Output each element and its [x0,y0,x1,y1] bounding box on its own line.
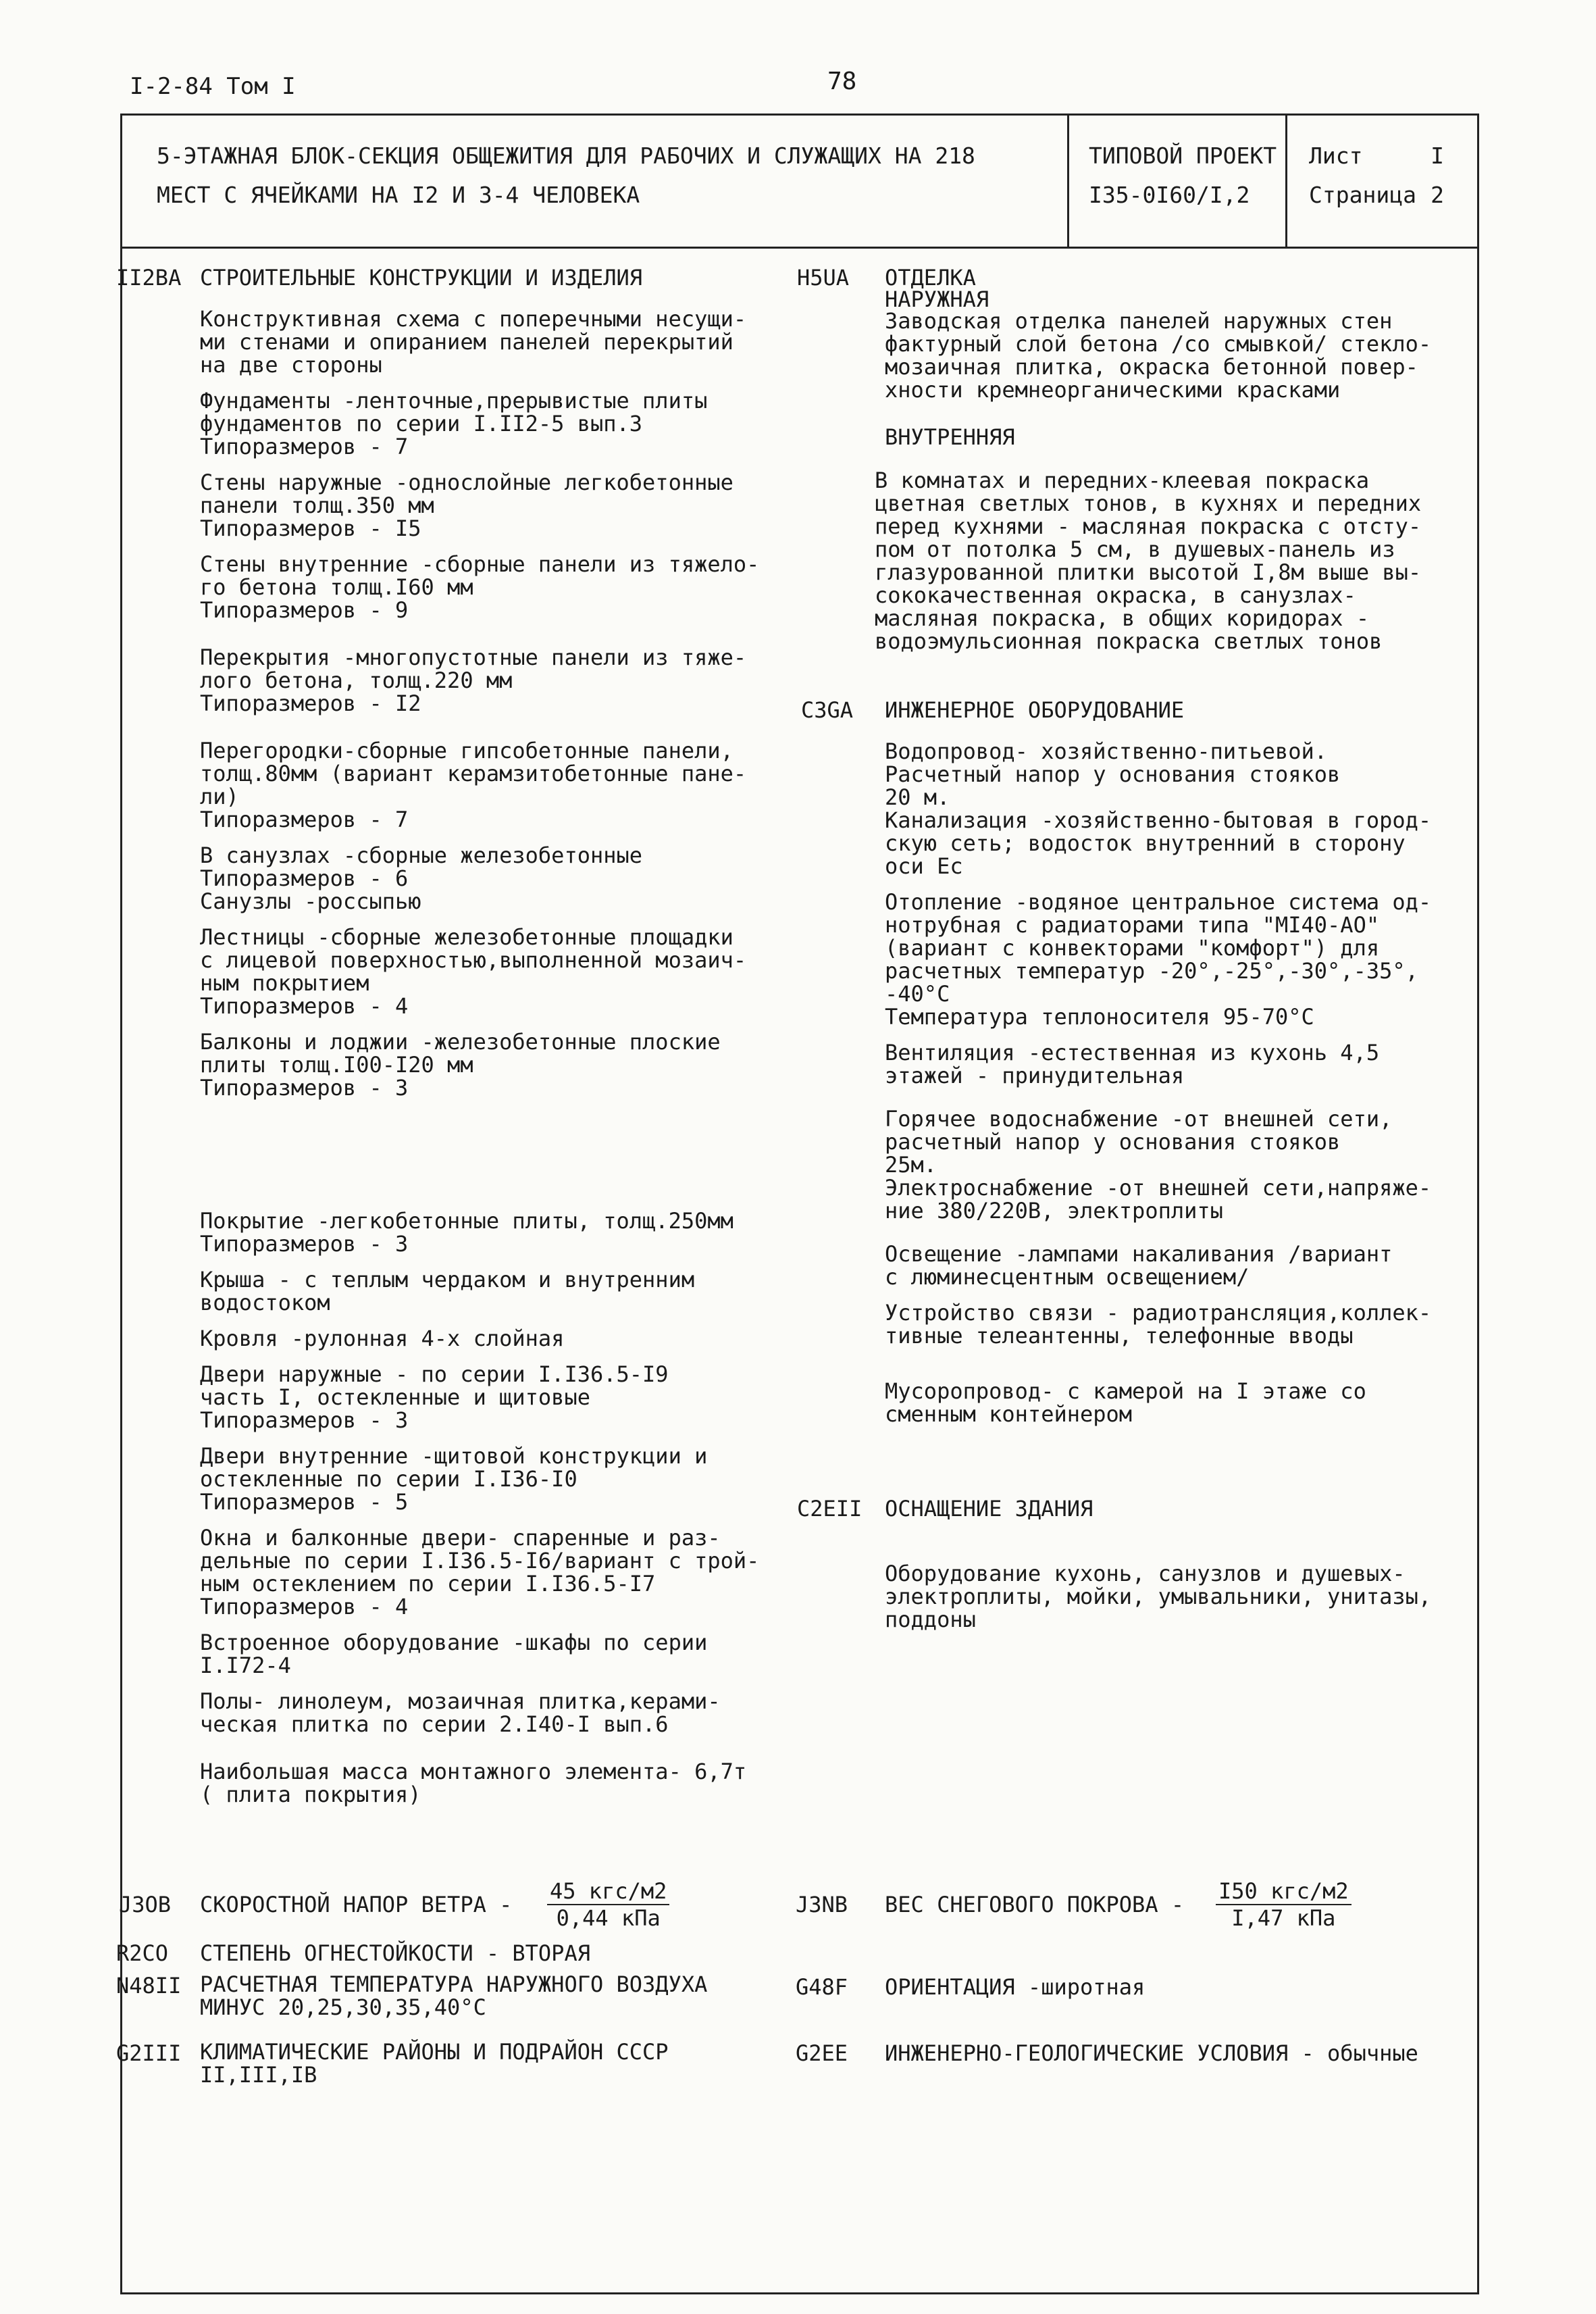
snow-value [1216,1878,1352,1931]
equipment-code: C2EII [797,1496,863,1521]
fire-resistance: СТЕПЕНЬ ОГНЕСТОЙКОСТИ - ВТОРАЯ [200,1940,590,1966]
wind-value [547,1878,669,1931]
series-label: I-2-84 Том I [130,73,296,100]
exterior-text: Заводская отделка панелей наружных стен фактурный слой бетона /со смывкой/ стекло- мозаичная плитка, окраска бетонной повер- хности кремнеорганическими красками [885,308,1432,403]
snow-value-kpa: I,47 кПа [1231,1905,1336,1931]
engineering-list [885,740,1479,1438]
engineering-code: C3GA [801,697,854,723]
fire-code: R2CO [116,1940,169,1966]
engineering-item: Горячее водоснабжение -от внешней сети, расчетный напор у основания стояков 25м. Электроснабжение -от внешней сети,напряже- ние 380/220В, электроплиты [885,1106,1432,1224]
page-value: 2 [1431,182,1444,208]
temperature-code: N48II [116,1973,182,1998]
equipment-text: Оборудование кухонь, санузлов и душевых- электроплиты, мойки, умывальники, унитазы, поддоны [885,1561,1432,1632]
climate-regions: КЛИМАТИЧЕСКИЕ РАЙОНЫ И ПОДРАЙОН СССР II,III,IB [200,2039,669,2088]
sheet-box [1309,136,1444,215]
construction-item: Стены наружные -однослойные легкобетонные панели толщ.350 мм Типоразмеров - I5 [200,470,733,541]
construction-heading: СТРОИТЕЛЬНЫЕ КОНСТРУКЦИИ И ИЗДЕЛИЯ [200,265,643,291]
equipment-heading: ОСНАЩЕНИЕ ЗДАНИЯ [885,1496,1093,1521]
snow-code: J3NB [796,1892,848,1917]
sheet-label: Лист [1309,143,1363,169]
page-label: Страница [1309,182,1416,208]
finish-code: H5UA [797,265,850,291]
project-box [1089,136,1277,215]
title-line-1: 5-ЭТАЖНАЯ БЛОК-СЕКЦИЯ ОБЩЕЖИТИЯ ДЛЯ РАБОЧИХ И СЛУЖАЩИХ НА 218 [157,143,975,169]
geology-conditions: ИНЖЕНЕРНО-ГЕОЛОГИЧЕСКИЕ УСЛОВИЯ - обычные [885,2040,1418,2066]
construction-item: Фундаменты -ленточные,прерывистые плиты фундаментов по серии I.II2-5 вып.3 Типоразмеров - 7 [200,388,708,459]
interior-text: В комнатах и передних-клеевая покраска цветная светлых тонов, в кухнях и передних перед кухнями - масляная покраска с отсту- пом от потолка 5 см, в душевых-панель из глазурованной плитки высотой I,8м выше вы- сококачественная окраска, в санузлах- масляная покраска, в общих коридорах - водоэмульсионная покраска светлых тонов [875,468,1422,654]
construction-list-1 [200,307,808,1112]
engineering-item: Водопровод- хозяйственно-питьевой. Расчетный напор у основания стояков 20 м. Канализация -хозяйственно-бытовая в город- скую сеть; водосток внутренний в сторону оси Ес [885,738,1432,879]
project-number: I35-0I60/I,2 [1089,182,1250,208]
snow-label: ВЕС СНЕГОВОГО ПОКРОВА - [885,1892,1185,1917]
engineering-item: Отопление -водяное центральное система од- нотрубная с радиаторами типа "МI40-АО" (вариант с конвекторами "комфорт") для расчетных температур -20°,-25°,-30°,-35°, -40°С Температура теплоносителя 95-70°С [885,889,1432,1030]
construction-item: Перегородки-сборные гипсобетонные панели, толщ.80мм (вариант керамзитобетонные пане- ли) Типоразмеров - 7 [200,738,747,832]
construction-item: Стены внутренние -сборные панели из тяжело- го бетона толщ.I60 мм Типоразмеров - 9 [200,551,760,623]
construction-item: Перекрытия -многопустотные панели из тяже- лого бетона, толщ.220 мм Типоразмеров - I2 [200,645,747,716]
construction-item: Крыша - с теплым чердаком и внутренним водостоком [200,1267,695,1315]
construction-item: Кровля -рулонная 4-х слойная [200,1326,565,1351]
snow-value-kgs: I50 кгс/м2 [1216,1878,1352,1905]
sheet-value: I [1431,143,1444,169]
construction-item: Наибольшая масса монтажного элемента- 6,7т ( плита покрытия) [200,1759,747,1807]
geology-code: G2EE [796,2040,848,2066]
engineering-item: Вентиляция -естественная из кухонь 4,5 этажей - принудительная [885,1040,1380,1088]
wind-code: J3OB [119,1892,172,1917]
orientation: ОРИЕНТАЦИЯ -широтная [885,1974,1145,2000]
document-title [157,136,1062,215]
interior-heading: ВНУТРЕННЯЯ [885,424,1015,450]
construction-item: Двери внутренние -щитовой конструкции и остекленные по серии I.I36-I0 Типоразмеров - 5 [200,1443,708,1515]
construction-item: Окна и балконные двери- спаренные и раз- дельные по серии I.I36.5-I6/вариант с трой- ным остеклением по серии I.I36.5-I7 Типоразмеров - 4 [200,1525,760,1619]
title-line-2: МЕСТ С ЯЧЕЙКАМИ НА I2 И 3-4 ЧЕЛОВЕКА [157,182,640,208]
project-label: ТИПОВОЙ ПРОЕКТ [1089,143,1277,169]
construction-item: Конструктивная схема с поперечными несущи- ми стенами и опиранием панелей перекрытий на две стороны [200,306,747,378]
construction-item: В санузлах -сборные железобетонные Типоразмеров - 6 Санузлы -россыпью [200,842,643,914]
construction-list-2 [200,1209,808,1819]
climate-code: G2III [116,2040,182,2066]
construction-item: Двери наружные - по серии I.I36.5-I9 часть I, остекленные и щитовые Типоразмеров - 3 [200,1361,669,1433]
orientation-code: G48F [796,1974,848,2000]
construction-item: Полы- линолеум, мозаичная плитка,керами- ческая плитка по серии 2.I40-I вып.6 [200,1688,721,1737]
construction-item: Балконы и лоджии -железобетонные плоские плиты толщ.I00-I20 мм Типоразмеров - 3 [200,1029,721,1101]
wind-value-kgs: 45 кгс/м2 [547,1878,669,1905]
page-number: 78 [827,68,857,95]
construction-item: Встроенное оборудование -шкафы по серии I.I72-4 [200,1630,708,1678]
construction-item: Лестницы -сборные железобетонные площадки с лицевой поверхностью,выполненной мозаич- ным покрытием Типоразмеров - 4 [200,924,747,1019]
wind-value-kpa: 0,44 кПа [556,1905,661,1931]
engineering-item: Мусоропровод- с камерой на I этаже со сменным контейнером [885,1378,1366,1427]
engineering-heading: ИНЖЕНЕРНОЕ ОБОРУДОВАНИЕ [885,697,1185,723]
wind-label: СКОРОСТНОЙ НАПОР ВЕТРА - [200,1892,513,1917]
design-temperature: РАСЧЕТНАЯ ТЕМПЕРАТУРА НАРУЖНОГО ВОЗДУХА МИНУС 20,25,30,35,40°С [200,1971,708,2020]
exterior-heading: НАРУЖНАЯ [885,286,989,312]
engineering-item: Устройство связи - радиотрансляция,коллек- тивные телеантенны, телефонные вводы [885,1300,1432,1349]
construction-item: Покрытие -легкобетонные плиты, толщ.250мм Типоразмеров - 3 [200,1208,733,1257]
engineering-item: Освещение -лампами накаливания /вариант с люминесцентным освещением/ [885,1241,1393,1290]
construction-code: II2BA [116,265,182,291]
finish-heading: ОТДЕЛКА [885,265,976,291]
